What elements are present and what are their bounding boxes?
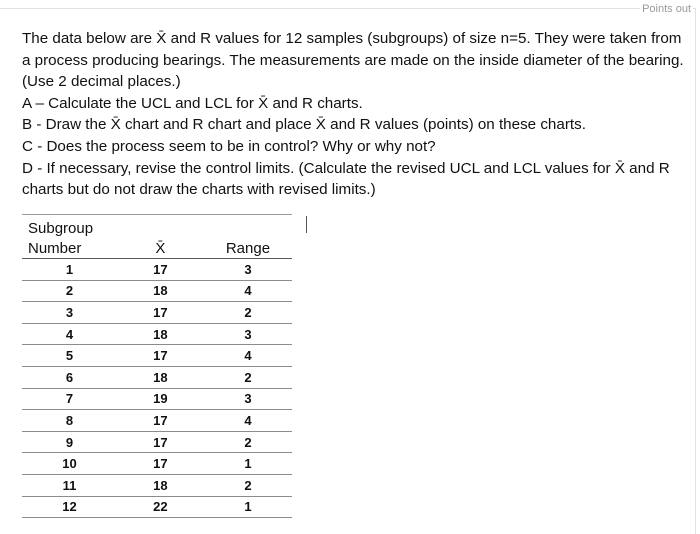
cell-subgroup: 12 xyxy=(22,496,117,518)
cell-subgroup: 3 xyxy=(22,302,117,324)
question-part-b: B - Draw the X̄ chart and R chart and place X̄ and R values (points) on these charts. xyxy=(22,116,586,134)
question-part-d: D - If necessary, revise the control limits. (Calculate the revised UCL and LCL values for X̄ and R charts but do not draw the charts with revised limits.) xyxy=(22,159,670,199)
header-subgroup xyxy=(22,215,117,259)
table-row xyxy=(22,259,292,281)
cell-xbar: 22 xyxy=(117,496,204,518)
header-subgroup-line2: Number xyxy=(28,239,82,257)
cell-subgroup: 8 xyxy=(22,410,117,432)
table-row xyxy=(22,302,292,324)
cell-subgroup: 1 xyxy=(22,259,117,281)
cell-xbar: 17 xyxy=(117,345,204,367)
question-part-a: A – Calculate the UCL and LCL for X̄ and R charts. xyxy=(22,94,363,112)
table-row xyxy=(22,366,292,388)
table-row xyxy=(22,280,292,302)
cell-range: 4 xyxy=(204,410,292,432)
cell-subgroup: 6 xyxy=(22,366,117,388)
table-body xyxy=(22,259,292,518)
table-row xyxy=(22,345,292,367)
table-row xyxy=(22,410,292,432)
cell-xbar: 17 xyxy=(117,302,204,324)
points-label: Points out xyxy=(642,3,691,15)
cell-xbar: 17 xyxy=(117,410,204,432)
table-row xyxy=(22,323,292,345)
cell-subgroup: 11 xyxy=(22,474,117,496)
cell-range: 2 xyxy=(204,366,292,388)
cell-xbar: 17 xyxy=(117,453,204,475)
table-row xyxy=(22,453,292,475)
cell-range: 2 xyxy=(204,474,292,496)
cell-range: 3 xyxy=(204,388,292,410)
cell-range: 3 xyxy=(204,323,292,345)
question-intro: The data below are X̄ and R values for 12 samples (subgroups) of size n=5. They were taken from a process producing bearings. The measurements are made on the inside diameter of the bearing. (Use 2 decimal places.) xyxy=(22,30,684,91)
header-range: Range xyxy=(204,215,292,259)
cell-range: 2 xyxy=(204,302,292,324)
cell-xbar: 17 xyxy=(117,259,204,281)
question-part-c: C - Does the process seem to be in control? Why or why not? xyxy=(22,137,436,155)
table-row xyxy=(22,431,292,453)
question-text xyxy=(22,28,692,201)
cell-xbar: 18 xyxy=(117,366,204,388)
cell-subgroup: 4 xyxy=(22,323,117,345)
cell-range: 2 xyxy=(204,431,292,453)
cell-subgroup: 2 xyxy=(22,280,117,302)
cell-subgroup: 10 xyxy=(22,453,117,475)
cell-xbar: 18 xyxy=(117,474,204,496)
table-header-row xyxy=(22,215,292,259)
cell-range: 1 xyxy=(204,453,292,475)
table-row xyxy=(22,474,292,496)
cell-xbar: 19 xyxy=(117,388,204,410)
data-table xyxy=(22,215,292,518)
table-row xyxy=(22,388,292,410)
cell-subgroup: 7 xyxy=(22,388,117,410)
cell-range: 4 xyxy=(204,280,292,302)
table-row xyxy=(22,496,292,518)
cell-xbar: 18 xyxy=(117,323,204,345)
cell-xbar: 17 xyxy=(117,431,204,453)
cell-subgroup: 9 xyxy=(22,431,117,453)
header-subgroup-line1: Subgroup xyxy=(28,220,94,237)
cell-range: 3 xyxy=(204,259,292,281)
cell-range: 1 xyxy=(204,496,292,518)
cell-subgroup: 5 xyxy=(22,345,117,367)
cell-xbar: 18 xyxy=(117,280,204,302)
cell-range: 4 xyxy=(204,345,292,367)
text-cursor xyxy=(306,216,307,233)
header-xbar: X̄ xyxy=(117,215,204,259)
